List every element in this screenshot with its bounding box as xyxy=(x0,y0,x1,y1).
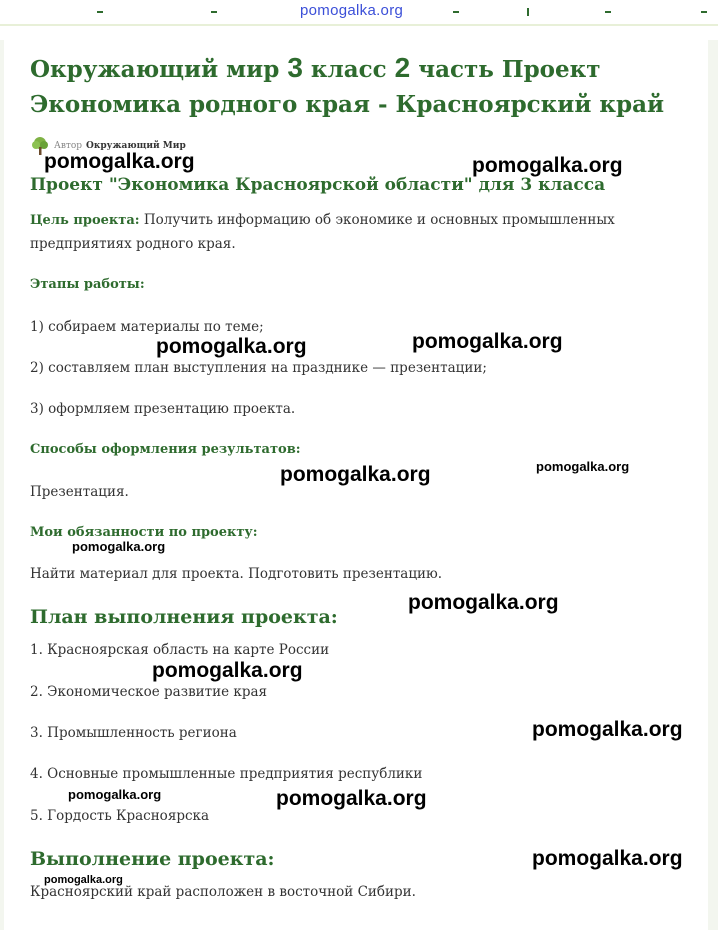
plan-item: 2. Экономическое развитие края xyxy=(30,684,268,700)
watermark: pomogalka.org xyxy=(412,330,563,353)
goal-text: Получить информацию об экономике и основных промышленных xyxy=(139,212,615,228)
title-number: 2 xyxy=(394,52,411,83)
author-label-text: Автор xyxy=(54,141,83,151)
watermark: pomogalka.org xyxy=(276,787,427,810)
plan-item: 3. Промышленность региона xyxy=(30,725,237,741)
toolbar-icon xyxy=(96,8,104,16)
title-text: часть Проект xyxy=(410,56,601,83)
watermark: pomogalka.org xyxy=(152,659,303,682)
goal-line-2: предприятиях родного края. xyxy=(30,236,236,252)
methods-label: Способы оформления результатов: xyxy=(30,442,301,457)
toolbar-icon xyxy=(210,8,218,16)
stage-item: 2) составляем план выступления на празднике — презентации; xyxy=(30,360,487,376)
plan-item: 1. Красноярская область на карте России xyxy=(30,642,330,658)
toolbar-icon xyxy=(452,8,460,16)
execution-text: Красноярский край расположен в восточной Сибири. xyxy=(30,884,416,900)
methods-value: Презентация. xyxy=(30,484,129,500)
title-number: 3 xyxy=(287,52,303,83)
plan-item: 5. Гордость Красноярска xyxy=(30,808,210,824)
watermark: pomogalka.org xyxy=(532,847,683,870)
top-watermark: pomogalka.org xyxy=(300,2,404,19)
stage-item: 1) собираем материалы по теме; xyxy=(30,319,264,335)
stage-item: 3) оформляем презентацию проекта. xyxy=(30,401,296,417)
toolbar-icon xyxy=(604,8,612,16)
title-text: класс xyxy=(302,56,395,83)
title-text: Окружающий мир xyxy=(30,56,288,83)
execution-heading: Выполнение проекта: xyxy=(30,848,275,870)
goal-label: Цель проекта: xyxy=(30,213,140,228)
duties-label: Мои обязанности по проекту: xyxy=(30,525,258,540)
top-bar xyxy=(0,0,718,28)
watermark: pomogalka.org xyxy=(532,718,683,741)
project-heading: Проект "Экономика Красноярской области" для 3 класса xyxy=(30,175,606,195)
watermark: pomogalka.org xyxy=(408,591,559,614)
page-title xyxy=(30,50,702,122)
top-divider xyxy=(0,24,718,26)
watermark: pomogalka.org xyxy=(280,463,431,486)
stages-label: Этапы работы: xyxy=(30,277,145,292)
left-margin xyxy=(0,40,4,930)
watermark: pomogalka.org xyxy=(68,787,162,802)
watermark: pomogalka.org xyxy=(44,150,195,173)
watermark: pomogalka.org xyxy=(44,874,123,886)
watermark: pomogalka.org xyxy=(156,335,307,358)
toolbar-icon xyxy=(524,8,532,16)
watermark: pomogalka.org xyxy=(536,459,630,474)
right-margin xyxy=(708,40,718,930)
toolbar-icon xyxy=(700,8,708,16)
watermark: pomogalka.org xyxy=(72,539,166,554)
article-header xyxy=(30,50,702,122)
plan-item: 4. Основные промышленные предприятия республики xyxy=(30,766,423,782)
author-name[interactable]: Окружающий Мир xyxy=(86,141,186,151)
watermark: pomogalka.org xyxy=(472,154,623,177)
goal-line-1 xyxy=(30,209,615,228)
plan-heading: План выполнения проекта: xyxy=(30,606,338,628)
title-text: Экономика родного края - Красноярский край xyxy=(30,91,665,118)
duties-value: Найти материал для проекта. Подготовить презентацию. xyxy=(30,566,443,582)
